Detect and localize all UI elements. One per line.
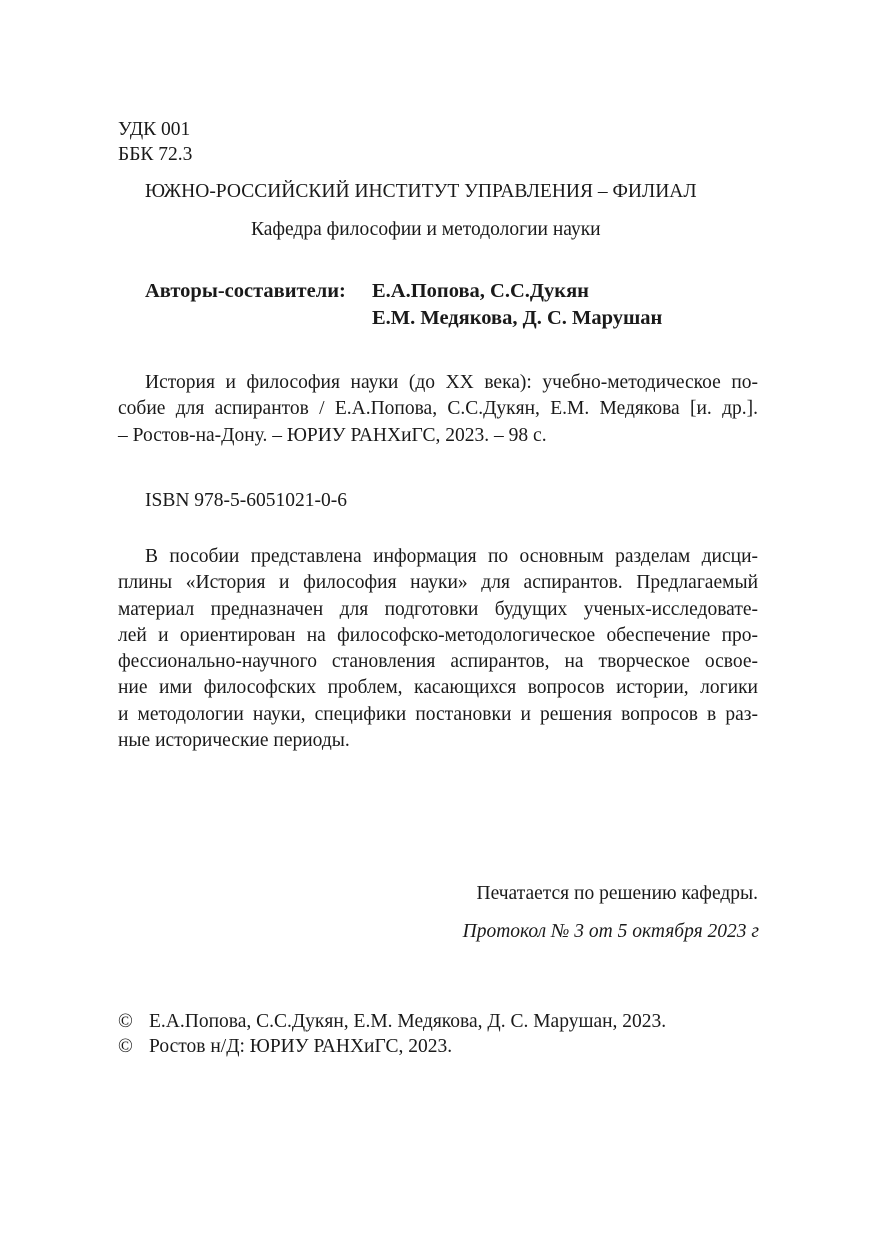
copyright-publisher [118, 1035, 452, 1059]
bibliography-line: собие для аспирантов / Е.А.Попова, С.С.Дукян, Е.М. Медякова [и. др.]. [118, 398, 758, 420]
authors-label: Авторы-составители: [145, 280, 346, 302]
copyright-icon: © [118, 1011, 133, 1032]
annotation-line: и методологии науки, специфики постановки и решения вопросов в раз- [118, 703, 758, 725]
annotation-line: ние ими философских проблем, касающихся вопросов истории, логики [118, 677, 758, 699]
department-name: Кафедра философии и методологии науки [251, 219, 601, 240]
annotation-line: плины «История и философия науки» для аспирантов. Предлагаемый [118, 572, 758, 594]
udk-code: УДК 001 [118, 119, 191, 140]
authors-line-2: Е.М. Медякова, Д. С. Марушан [372, 307, 663, 329]
annotation-line: В пособии представлена информация по основным разделам дисци- [145, 546, 758, 567]
annotation-line: ные исторические периоды. [118, 730, 350, 752]
copyright-authors [118, 1010, 666, 1034]
copyright-icon: © [118, 1036, 133, 1057]
bibliography-line: – Ростов-на-Дону. – ЮРИУ РАНХиГС, 2023. – 98 с. [118, 424, 547, 446]
annotation [118, 544, 758, 754]
annotation-line: материал предназначен для подготовки будущих ученых-исследовате- [118, 598, 758, 620]
annotation-line: лей и ориентирован на философско-методологическое обеспечение про- [118, 624, 758, 646]
approval-protocol: Протокол № 3 от 5 октября 2023 г [462, 921, 759, 942]
bibliographic-description [118, 370, 758, 449]
institution-name: ЮЖНО-РОССИЙСКИЙ ИНСТИТУТ УПРАВЛЕНИЯ – ФИЛИАЛ [145, 181, 697, 202]
annotation-line: фессионально-научного становления аспирантов, на творческое освое- [118, 651, 758, 673]
bbk-code: ББК 72.3 [118, 144, 193, 165]
copyright-publisher-text: Ростов н/Д: ЮРИУ РАНХиГС, 2023. [149, 1036, 453, 1057]
isbn: ISBN 978-5-6051021-0-6 [145, 490, 348, 511]
approval-statement: Печатается по решению кафедры. [476, 883, 758, 904]
authors-line-1: Е.А.Попова, С.С.Дукян [372, 280, 589, 302]
copyright-authors-text: Е.А.Попова, С.С.Дукян, Е.М. Медякова, Д. С. Марушан, 2023. [149, 1011, 667, 1032]
bibliography-line: История и философия науки (до XX века): учебно-методическое по- [145, 372, 758, 393]
